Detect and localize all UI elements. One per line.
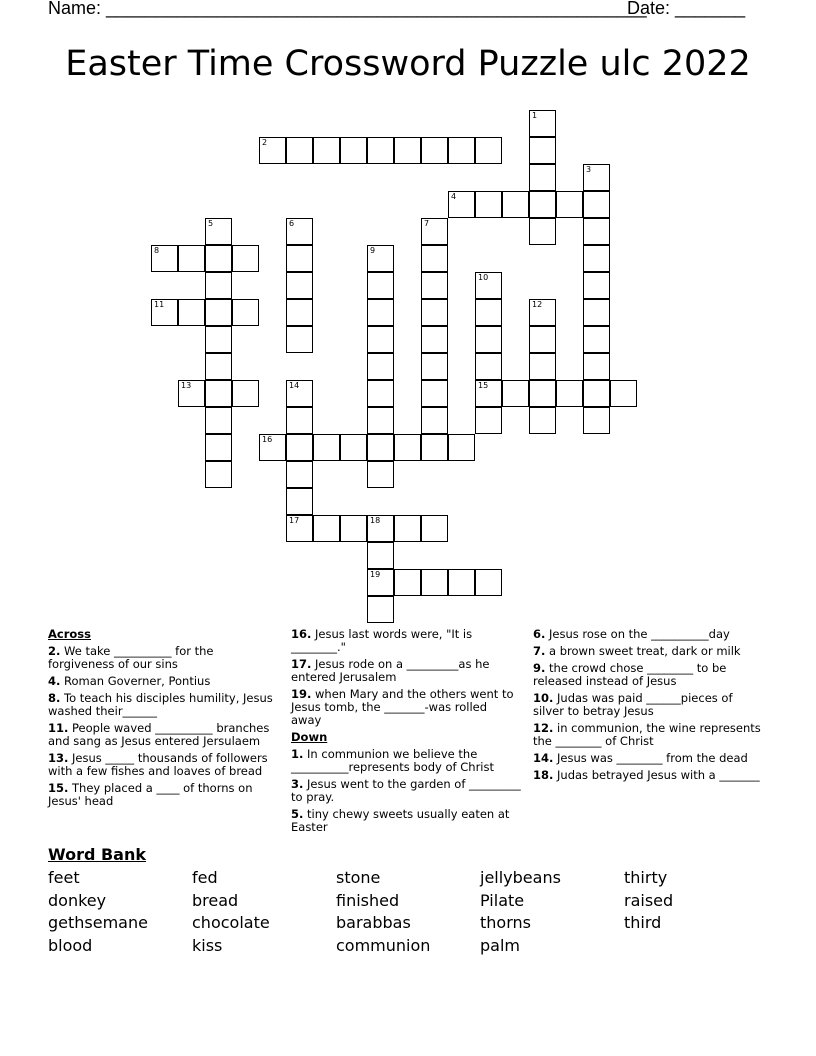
grid-cell[interactable] xyxy=(313,434,340,461)
grid-cell[interactable] xyxy=(232,245,259,272)
grid-cell[interactable] xyxy=(394,137,421,164)
grid-cell[interactable] xyxy=(529,326,556,353)
word-bank-item: feet xyxy=(48,868,80,887)
grid-cell[interactable] xyxy=(205,245,232,272)
grid-cell[interactable] xyxy=(367,596,394,623)
clue-number: 8 xyxy=(154,246,160,255)
grid-cell[interactable] xyxy=(421,380,448,407)
grid-cell[interactable] xyxy=(529,299,556,326)
grid-cell[interactable] xyxy=(583,191,610,218)
grid-cell[interactable] xyxy=(475,380,502,407)
grid-cell[interactable] xyxy=(178,245,205,272)
grid-cell[interactable] xyxy=(421,137,448,164)
clue-down-9: 9. the crowd chose ________ to be released instead of Jesus xyxy=(533,661,727,688)
puzzle-title: Easter Time Crossword Puzzle ulc 2022 xyxy=(65,44,751,84)
grid-cell[interactable] xyxy=(205,461,232,488)
grid-cell[interactable] xyxy=(286,461,313,488)
clue-across-16: 16. Jesus last words were, "It is ________." xyxy=(291,627,473,654)
clue-number: 10 xyxy=(478,273,489,282)
grid-cell[interactable] xyxy=(394,569,421,596)
grid-cell[interactable] xyxy=(205,218,232,245)
grid-cell[interactable] xyxy=(394,515,421,542)
grid-cell[interactable] xyxy=(394,434,421,461)
grid-cell[interactable] xyxy=(556,380,583,407)
grid-cell[interactable] xyxy=(502,380,529,407)
grid-cell[interactable] xyxy=(151,299,178,326)
grid-cell[interactable] xyxy=(421,434,448,461)
clue-number: 17 xyxy=(289,516,300,525)
grid-cell[interactable] xyxy=(286,326,313,353)
grid-cell[interactable] xyxy=(205,380,232,407)
grid-cell[interactable] xyxy=(421,272,448,299)
grid-cell[interactable] xyxy=(286,488,313,515)
clue-number: 2 xyxy=(262,138,268,147)
grid-cell[interactable] xyxy=(286,515,313,542)
word-bank-item: blood xyxy=(48,936,93,955)
down-heading: Down xyxy=(291,730,328,744)
clue-down-14: 14. Jesus was ________ from the dead xyxy=(533,751,748,765)
grid-cell[interactable] xyxy=(421,353,448,380)
grid-cell[interactable] xyxy=(286,272,313,299)
grid-cell[interactable] xyxy=(583,164,610,191)
grid-cell[interactable] xyxy=(205,353,232,380)
grid-cell[interactable] xyxy=(340,137,367,164)
grid-cell[interactable] xyxy=(475,407,502,434)
clue-number: 16 xyxy=(262,435,273,444)
clue-across-2: 2. We take __________ for the forgiveness of our sins xyxy=(48,644,214,671)
grid-cell[interactable] xyxy=(583,245,610,272)
clue-number: 13 xyxy=(181,381,192,390)
grid-cell[interactable] xyxy=(475,191,502,218)
clue-down-6: 6. Jesus rose on the __________day xyxy=(533,627,730,641)
grid-cell[interactable] xyxy=(421,407,448,434)
grid-cell[interactable] xyxy=(367,272,394,299)
word-bank-item: thirty xyxy=(624,868,668,887)
clue-number: 18 xyxy=(370,516,381,525)
clue-down-12: 12. in communion, the wine represents the ________ of Christ xyxy=(533,721,761,748)
grid-cell[interactable] xyxy=(367,407,394,434)
grid-cell[interactable] xyxy=(286,380,313,407)
grid-cell[interactable] xyxy=(448,569,475,596)
clue-number: 5 xyxy=(208,219,214,228)
clue-down-10: 10. Judas was paid ______pieces of silver to betray Jesus xyxy=(533,691,733,718)
grid-cell[interactable] xyxy=(583,272,610,299)
grid-cell[interactable] xyxy=(529,191,556,218)
grid-cell[interactable] xyxy=(313,137,340,164)
clue-across-4: 4. Roman Governer, Pontius xyxy=(48,674,211,688)
grid-cell[interactable] xyxy=(583,299,610,326)
word-bank-item: third xyxy=(624,913,662,932)
grid-cell[interactable] xyxy=(421,515,448,542)
grid-cell[interactable] xyxy=(475,299,502,326)
grid-cell[interactable] xyxy=(286,434,313,461)
grid-cell[interactable] xyxy=(529,137,556,164)
word-bank-item: finished xyxy=(336,891,400,910)
clue-down-5: 5. tiny chewy sweets usually eaten at Easter xyxy=(291,807,510,834)
clue-column-3 xyxy=(533,628,765,786)
name-line: Name: ______________________________________________________ xyxy=(48,0,647,18)
word-bank-item: raised xyxy=(624,891,674,910)
grid-cell[interactable] xyxy=(178,299,205,326)
grid-cell[interactable] xyxy=(448,191,475,218)
word-bank-item: bread xyxy=(192,891,239,910)
grid-cell[interactable] xyxy=(367,299,394,326)
grid-cell[interactable] xyxy=(475,326,502,353)
clue-number: 3 xyxy=(586,165,592,174)
grid-cell[interactable] xyxy=(583,380,610,407)
grid-cell[interactable] xyxy=(259,434,286,461)
word-bank-item: jellybeans xyxy=(480,868,561,887)
grid-cell[interactable] xyxy=(367,380,394,407)
across-heading: Across xyxy=(48,627,91,641)
grid-cell[interactable] xyxy=(367,434,394,461)
clue-column-1 xyxy=(48,628,280,812)
grid-cell[interactable] xyxy=(529,407,556,434)
grid-cell[interactable] xyxy=(178,380,205,407)
grid-cell[interactable] xyxy=(340,515,367,542)
grid-cell[interactable] xyxy=(259,137,286,164)
clue-number: 1 xyxy=(532,111,538,120)
word-bank-item: chocolate xyxy=(192,913,270,932)
grid-cell[interactable] xyxy=(367,353,394,380)
grid-cell[interactable] xyxy=(367,461,394,488)
grid-cell[interactable] xyxy=(286,299,313,326)
grid-cell[interactable] xyxy=(421,245,448,272)
grid-cell[interactable] xyxy=(475,272,502,299)
grid-cell[interactable] xyxy=(448,137,475,164)
word-bank-item: donkey xyxy=(48,891,107,910)
grid-cell[interactable] xyxy=(583,407,610,434)
grid-cell[interactable] xyxy=(286,218,313,245)
word-bank-title: Word Bank xyxy=(48,845,147,864)
grid-cell[interactable] xyxy=(232,299,259,326)
grid-cell[interactable] xyxy=(475,569,502,596)
clue-number: 14 xyxy=(289,381,300,390)
word-bank-item: gethsemane xyxy=(48,913,148,932)
clue-across-19: 19. when Mary and the others went to Jesus tomb, the _______-was rolled away xyxy=(291,687,514,727)
grid-cell[interactable] xyxy=(367,245,394,272)
word-bank-item: thorns xyxy=(480,913,531,932)
clue-number: 6 xyxy=(289,219,295,228)
clue-down-1: 1. In communion we believe the __________represents body of Christ xyxy=(291,747,494,774)
clue-column-2 xyxy=(291,628,521,838)
grid-cell[interactable] xyxy=(286,407,313,434)
word-bank-item: fed xyxy=(192,868,218,887)
clue-down-7: 7. a brown sweet treat, dark or milk xyxy=(533,644,741,658)
clue-number: 12 xyxy=(532,300,543,309)
clue-number: 9 xyxy=(370,246,376,255)
grid-cell[interactable] xyxy=(475,353,502,380)
clue-across-15: 15. They placed a ____ of thorns on Jesus' head xyxy=(48,781,253,808)
grid-cell[interactable] xyxy=(610,380,637,407)
clue-number: 11 xyxy=(154,300,165,309)
grid-cell[interactable] xyxy=(529,110,556,137)
grid-cell[interactable] xyxy=(583,218,610,245)
grid-cell[interactable] xyxy=(205,326,232,353)
grid-cell[interactable] xyxy=(475,137,502,164)
clue-across-13: 13. Jesus _____ thousands of followers with a few fishes and loaves of bread xyxy=(48,751,268,778)
grid-cell[interactable] xyxy=(583,353,610,380)
grid-cell[interactable] xyxy=(367,137,394,164)
word-bank-item: kiss xyxy=(192,936,223,955)
clue-down-3: 3. Jesus went to the garden of _________ to pray. xyxy=(291,777,521,804)
grid-cell[interactable] xyxy=(367,326,394,353)
grid-cell[interactable] xyxy=(232,380,259,407)
grid-cell[interactable] xyxy=(340,434,367,461)
grid-cell[interactable] xyxy=(529,164,556,191)
grid-cell[interactable] xyxy=(583,326,610,353)
grid-cell[interactable] xyxy=(421,569,448,596)
grid-cell[interactable] xyxy=(529,380,556,407)
grid-cell[interactable] xyxy=(502,191,529,218)
clue-number: 15 xyxy=(478,381,489,390)
clue-number: 19 xyxy=(370,570,381,579)
grid-cell[interactable] xyxy=(205,299,232,326)
grid-cell[interactable] xyxy=(367,569,394,596)
grid-cell[interactable] xyxy=(529,218,556,245)
date-line: Date: _______ xyxy=(627,0,746,18)
word-bank-item: barabbas xyxy=(336,913,411,932)
grid-cell[interactable] xyxy=(421,299,448,326)
grid-cell[interactable] xyxy=(448,434,475,461)
grid-cell[interactable] xyxy=(286,137,313,164)
clue-number: 4 xyxy=(451,192,457,201)
grid-cell[interactable] xyxy=(313,515,340,542)
grid-cell[interactable] xyxy=(205,434,232,461)
word-bank-item: palm xyxy=(480,936,520,955)
grid-cell[interactable] xyxy=(205,407,232,434)
clue-across-8: 8. To teach his disciples humility, Jesus washed their______ xyxy=(48,691,273,718)
grid-cell[interactable] xyxy=(556,191,583,218)
word-bank-item: communion xyxy=(336,936,431,955)
clue-across-11: 11. People waved __________ branches and sang as Jesus entered Jersulaem xyxy=(48,721,270,748)
clue-across-17: 17. Jesus rode on a _________as he entered Jerusalem xyxy=(291,657,490,684)
word-bank-item: stone xyxy=(336,868,381,887)
word-bank-item: Pilate xyxy=(480,891,525,910)
grid-cell[interactable] xyxy=(421,326,448,353)
grid-cell[interactable] xyxy=(421,218,448,245)
grid-cell[interactable] xyxy=(529,353,556,380)
grid-cell[interactable] xyxy=(286,245,313,272)
clue-number: 7 xyxy=(424,219,430,228)
grid-cell[interactable] xyxy=(367,542,394,569)
clue-down-18: 18. Judas betrayed Jesus with a _______ xyxy=(533,768,760,782)
grid-cell[interactable] xyxy=(205,272,232,299)
grid-cell[interactable] xyxy=(367,515,394,542)
grid-cell[interactable] xyxy=(151,245,178,272)
